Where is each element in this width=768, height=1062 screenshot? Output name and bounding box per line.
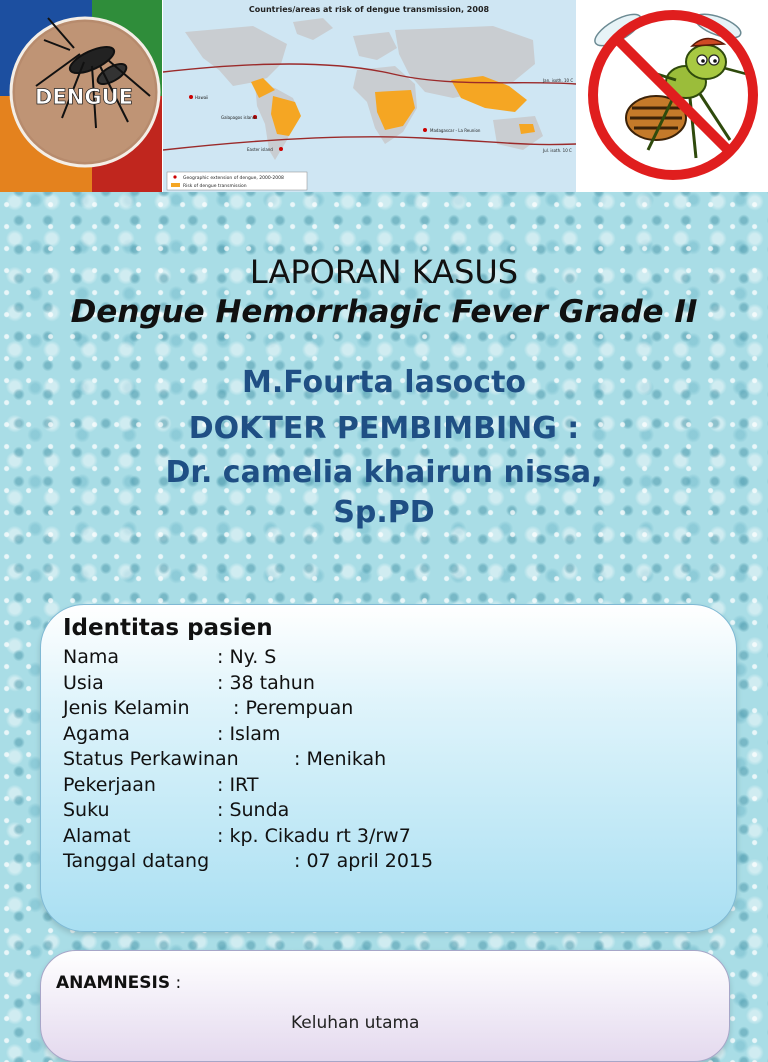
identity-value: : Perempuan — [233, 697, 354, 719]
map-legend-risk: Risk of dengue transmission — [183, 184, 247, 189]
anamnesis-heading-text: ANAMNESIS — [56, 973, 171, 993]
identity-label: Status Perkawinan — [63, 748, 239, 770]
map-label-madagascar: Madagascar - La Reunion — [430, 128, 481, 133]
no-mosquito-panel — [578, 0, 768, 192]
supervisor-name: Dr. camelia khairun nissa, — [165, 455, 603, 490]
map-legend-extension: Geographic extension of dengue, 2000-2008 — [183, 176, 284, 181]
report-subtitle: Dengue Hemorrhagic Fever Grade II — [70, 294, 698, 330]
identity-value: : 07 april 2015 — [294, 850, 434, 872]
identity-row-pekerjaan — [63, 773, 433, 799]
identity-label: Tanggal datang — [63, 850, 210, 872]
identity-value: : Sunda — [217, 799, 290, 821]
identity-row-nama — [63, 645, 433, 671]
identity-label: Usia — [63, 671, 104, 694]
map-label-galapagos: Galapagos islands — [221, 115, 258, 120]
identity-label: Agama — [63, 722, 130, 745]
identity-value: : Islam — [217, 722, 281, 745]
author-name: M.Fourta lasocto — [241, 365, 527, 400]
identity-row-usia — [63, 671, 433, 697]
anamnesis-heading — [56, 973, 181, 993]
no-mosquito-icon — [578, 0, 768, 192]
identity-label: Pekerjaan — [63, 773, 156, 796]
identity-row-suku — [63, 798, 433, 824]
identity-value: : Menikah — [294, 748, 387, 770]
map-label-hawaii: Hawaii — [195, 95, 209, 100]
top-image-strip — [0, 0, 768, 192]
dengue-image-panel — [0, 0, 162, 192]
identity-row-jenis-kelamin — [63, 696, 433, 722]
anamnesis-card — [40, 950, 730, 1062]
supervisor-label: DOKTER PEMBIMBING : — [188, 411, 580, 446]
identity-label: Suku — [63, 799, 110, 821]
map-title: Countries/areas at risk of dengue transmission, 2008 — [248, 5, 490, 14]
dengue-risk-map — [163, 0, 576, 192]
identity-rows — [63, 645, 433, 875]
dengue-logo-text: DENGUE — [35, 85, 133, 109]
identity-value: : Ny. S — [217, 646, 277, 668]
identity-value: : 38 tahun — [217, 671, 315, 694]
identity-value: : kp. Cikadu rt 3/rw7 — [217, 824, 411, 847]
supervisor-degree: Sp.PD — [333, 495, 435, 530]
identity-row-agama — [63, 722, 433, 748]
map-label-easter-island: Easter island — [247, 147, 273, 152]
identity-label: Alamat — [63, 824, 131, 847]
map-isotherm-north-label: Jan. isoth. 10 C — [543, 78, 574, 83]
anamnesis-cut-text: Keluhan utama — [291, 1013, 420, 1033]
anamnesis-colon: : — [170, 973, 182, 993]
identity-row-alamat — [63, 824, 433, 850]
identity-value: : IRT — [217, 773, 259, 796]
identity-heading: Identitas pasien — [63, 615, 273, 641]
title-block — [0, 250, 768, 532]
patient-identity-card — [40, 604, 737, 932]
report-title: LAPORAN KASUS — [249, 253, 519, 291]
identity-row-tanggal-datang — [63, 849, 433, 875]
map-isotherm-south-label: Jul. isoth. 10 C — [543, 148, 572, 153]
identity-label: Nama — [63, 646, 120, 668]
identity-row-status-perkawinan — [63, 747, 433, 773]
identity-label: Jenis Kelamin — [63, 697, 190, 719]
